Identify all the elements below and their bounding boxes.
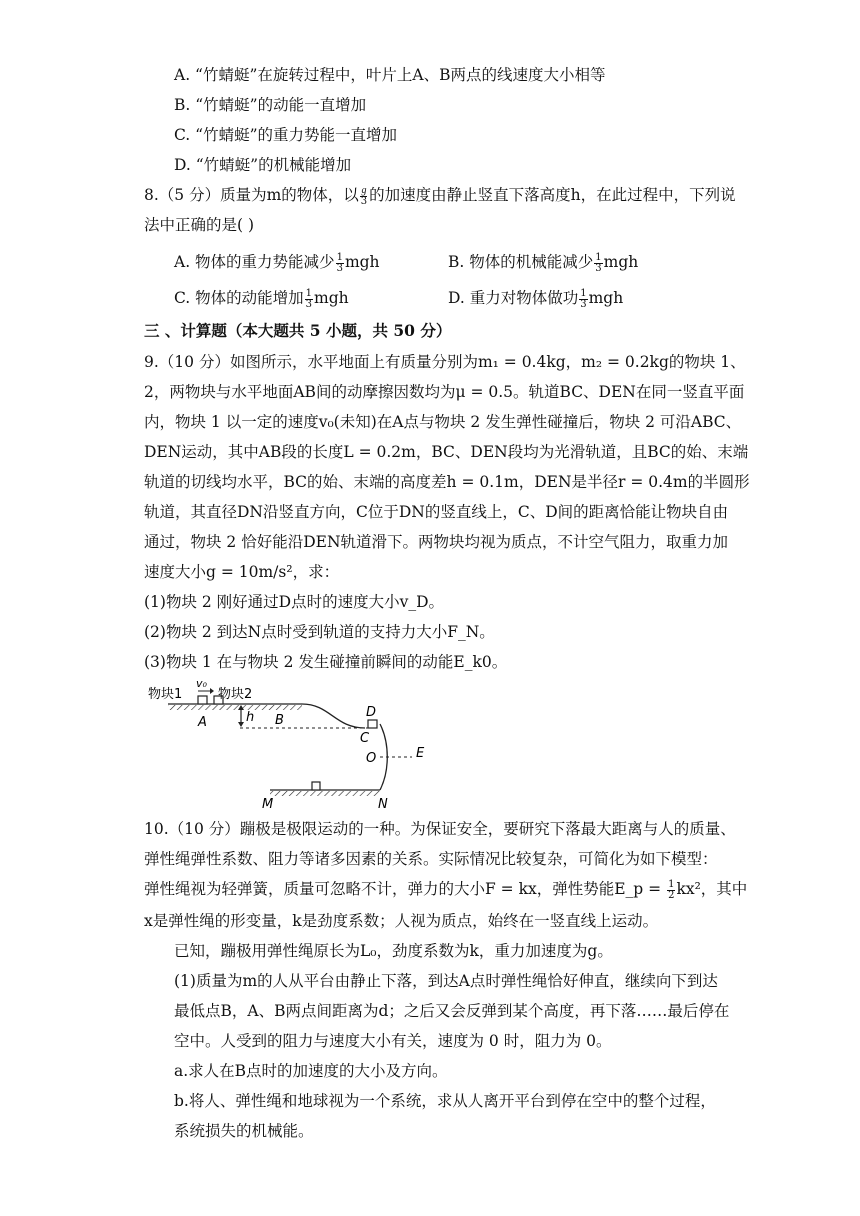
section-3-heading: 三 、计算题（本大题共 5 小题，共 50 分）: [144, 321, 452, 340]
q9-line-8: 速度大小g = 10m/s²，求：: [144, 563, 340, 581]
q9-subquestion-3: (3)物块 1 在与物块 2 发生碰撞前瞬间的动能E_k0。: [144, 653, 508, 671]
lower-ground: [270, 790, 380, 796]
label-h: h: [246, 710, 255, 725]
label-d: D: [366, 705, 377, 720]
q7-option-a: A. “竹蜻蜓”在旋转过程中，叶片上A、B两点的线速度大小相等: [174, 66, 606, 84]
label-a: A: [198, 715, 207, 730]
q10-line-5: 已知，蹦极用弹性绳原长为L₀，劲度系数为k，重力加速度为g。: [174, 942, 613, 960]
q8-option-a: A. 物体的重力势能减少 $\frac{1}{3}$ mgh: [174, 251, 380, 274]
q9-subquestion-2: (2)物块 2 到达N点时受到轨道的支持力大小F_N。: [144, 623, 495, 641]
q9-subquestion-1: (1)物块 2 刚好通过D点时的速度大小v_D。: [144, 593, 445, 611]
label-n: N: [378, 797, 388, 810]
q9-line-4: DEN运动，其中AB段的长度L = 0.2m，BC、DEN段均为光滑轨道，且BC的始、末端: [144, 443, 749, 461]
q10-subquestion-b-cont: 系统损失的机械能。: [174, 1122, 314, 1140]
q10-subquestion-b: b.将人、弹性绳和地球视为一个系统，求从人离开平台到停在空中的整个过程，: [174, 1092, 716, 1110]
q10-line-4: x是弹性绳的形变量，k是劲度系数；人视为质点，始终在一竖直线上运动。: [144, 912, 659, 930]
track-diagram: [140, 676, 460, 810]
q10-line-3: 弹性绳视为轻弹簧，质量可忽略不计，弹力的大小F = kx，弹性势能E_p = $\frac{1}{2}$ kx²，其中: [144, 878, 748, 901]
q8-option-b: B. 物体的机械能减少 $\frac{1}{3}$ mgh: [448, 251, 639, 274]
label-o: O: [366, 751, 377, 766]
q10-line-7: 最低点B，A、B两点间距离为d；之后又会反弹到某个高度，再下落……最后停在: [174, 1002, 730, 1020]
q10-line-6: (1)质量为m的人从平台由静止下落，到达A点时弹性绳恰好伸直，继续向下到达: [174, 972, 718, 990]
q9-line-1: 9.（10 分）如图所示，水平地面上有质量分别为m₁ = 0.4kg，m₂ = 0.2kg的物块 1、: [144, 353, 746, 371]
q8-fraction-d: $\frac{1}{3}$: [580, 287, 587, 310]
label-c: C: [360, 731, 370, 746]
label-block2: 物块2: [218, 687, 253, 702]
q7-option-d: D. “竹蜻蜓”的机械能增加: [174, 156, 352, 174]
q10-line-8: 空中。人受到的阻力与速度大小有关，速度为 0 时，阻力为 0。: [174, 1032, 612, 1050]
q9-line-2: 2，两物块与水平地面AB间的动摩擦因数均为μ = 0.5。轨道BC、DEN在同一竖直平面: [144, 383, 745, 401]
q9-line-6: 轨道，其直径DN沿竖直方向，C位于DN的竖直线上，C、D间的距离恰能让物块自由: [144, 503, 729, 521]
q8-stem-line2: 法中正确的是( ): [144, 216, 255, 234]
block-d: [368, 720, 377, 728]
label-b: B: [275, 713, 284, 728]
q9-line-3: 内，物块 1 以一定的速度v₀(未知)在A点与物块 2 发生弹性碰撞后，物块 2 可沿ABC、: [144, 413, 742, 431]
upper-ground: [168, 704, 302, 710]
q10-half-fraction: $\frac{1}{2}$: [668, 878, 675, 901]
q10-subquestion-a: a.求人在B点时的加速度的大小及方向。: [174, 1062, 448, 1080]
q8-stem-part1: 8.（5 分）质量为m的物体，以: [144, 186, 359, 204]
label-e: E: [416, 746, 425, 761]
track-bc: [302, 704, 365, 728]
q10-line-1: 10.（10 分）蹦极是极限运动的一种。为保证安全，要研究下落最大距离与人的质量、: [144, 820, 736, 838]
q7-option-c: C. “竹蜻蜓”的重力势能一直增加: [174, 126, 398, 144]
label-v0: v₀: [196, 677, 207, 690]
q10-line-2: 弹性绳弹性系数、阻力等诸多因素的关系。实际情况比较复杂，可简化为如下模型：: [144, 850, 718, 868]
q8-accel-fraction: $\frac{g}{3}$: [360, 184, 368, 207]
q8-fraction-c: $\frac{1}{3}$: [305, 287, 313, 310]
q8-stem-part2: 的加速度由静止竖直下落高度h，在此过程中，下列说: [369, 186, 736, 204]
q8-fraction-b: $\frac{1}{3}$: [595, 251, 602, 274]
q9-line-5: 轨道的切线均水平，BC的始、末端的高度差h = 0.1m，DEN是半径r = 0.4m的半圆形: [144, 473, 750, 491]
q8-option-c: C. 物体的动能增加 $\frac{1}{3}$ mgh: [174, 287, 349, 310]
label-block1: 物块1: [148, 687, 183, 702]
q8-fraction-a: $\frac{1}{3}$: [336, 251, 343, 274]
q7-option-b: B. “竹蜻蜓”的动能一直增加: [174, 96, 367, 114]
q9-line-7: 通过，物块 2 恰好能沿DEN轨道滑下。两物块均视为质点，不计空气阻力，取重力加: [144, 533, 729, 551]
label-m: M: [262, 797, 274, 810]
q8-stem-line1: [144, 184, 736, 207]
block-1: [198, 696, 207, 704]
block-bottom: [312, 782, 320, 790]
q8-option-d: D. 重力对物体做功 $\frac{1}{3}$ mgh: [448, 287, 624, 310]
